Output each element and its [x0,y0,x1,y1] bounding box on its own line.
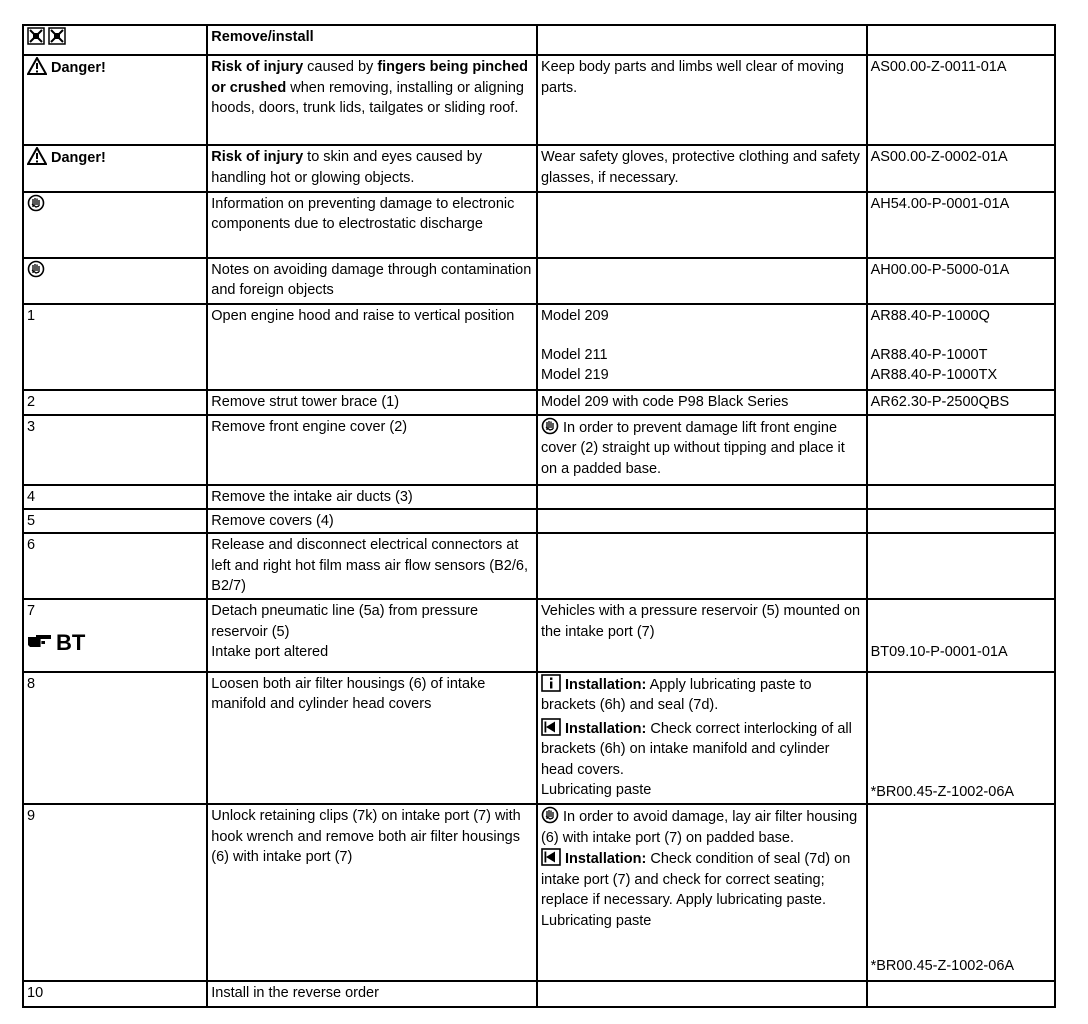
step-row [23,804,1055,981]
step-row [23,390,1055,414]
install-arrow-icon [541,848,561,866]
risk-text: when removing, installing or aligning hoods, doors, trunk lids, tailgates or sliding roof. [211,79,524,117]
bt-marker [27,629,203,655]
hazard-risk [207,55,537,145]
step-ref: AR62.30-P-2500QBS [867,390,1055,414]
step-number: 1 [23,304,207,390]
step-notes-empty [537,485,867,509]
note-row [23,192,1055,258]
header-empty-3 [537,25,867,55]
step-notes: Vehicles with a pressure reservoir (5) mounted on the intake port (7) [537,599,867,671]
bt-label: BT [56,629,86,655]
warning-triangle-icon [27,57,47,75]
step-ref-empty [867,485,1055,509]
step-ref-empty [867,415,1055,485]
installation-label: Installation: [564,676,647,693]
info-icon [541,674,561,692]
step-action: Detach pneumatic line (5a) from pressure reservoir (5) [211,603,479,640]
step-number: 3 [23,415,207,485]
installation-label: Installation: [564,720,647,737]
step-ref-cell [867,672,1055,805]
step-number: 7 [27,603,36,620]
step-action: Remove covers (4) [207,509,537,533]
hazard-ref: AS00.00-Z-0011-01A [867,55,1055,145]
hazard-row [23,145,1055,191]
step-number-cell [23,599,207,671]
step-ref-empty [867,509,1055,533]
hazard-measure: Keep body parts and limbs well clear of moving parts. [537,55,867,145]
note-empty [537,192,867,258]
model-line: Model 209 [540,308,609,325]
step-row [23,304,1055,390]
material-ref: *BR00.45-Z-1002-06A [870,783,1015,800]
step-number: 5 [23,509,207,533]
danger-label: Danger! [51,150,106,167]
step-number: 6 [23,533,207,599]
note-hand-icon [27,194,45,212]
step-number: 10 [23,981,207,1007]
note-text: Information on preventing damage to electronic components due to electrostatic discharge [207,192,537,258]
risk-lead: Risk of injury [211,149,304,166]
remove-install-icon [27,27,67,45]
bt-text: Intake port altered [211,644,329,661]
step-ref-empty [867,533,1055,599]
step-notes [537,304,867,390]
risk-text: caused by [303,59,378,76]
installation-text: Check correct interlocking of all brackets (6h) on intake manifold and cylinder head covers. [540,720,852,778]
step-note-text: In order to avoid damage, lay air filter housing (6) with intake port (7) on padded base. [540,809,858,846]
danger-label: Danger! [51,60,106,77]
step-refs [867,304,1055,390]
note-hand-icon [27,260,45,278]
procedure-table [22,24,1056,1008]
note-empty [537,258,867,304]
step-action: Loosen both air filter housings (6) of intake manifold and cylinder head covers [207,672,537,805]
step-notes [537,672,867,805]
ref-line: AR88.40-P-1000T [870,346,988,363]
header-empty-4 [867,25,1055,55]
hazard-row [23,55,1055,145]
material-ref: *BR00.45-Z-1002-06A [870,958,1015,975]
note-ref: AH00.00-P-5000-01A [867,258,1055,304]
installation-label: Installation: [564,851,647,868]
step-number: 2 [23,390,207,414]
ref-line: AR88.40-P-1000TX [870,367,998,384]
risk-text: to skin and eyes caused by handling hot or glowing objects. [211,149,483,186]
installation-text: Apply lubricating paste to brackets (6h) and seal (7d). [540,676,812,714]
hazard-risk [207,145,537,191]
installation-note [541,718,863,781]
step-row [23,415,1055,485]
step-ref-empty [867,981,1055,1007]
risk-lead: Risk of injury [211,59,304,76]
note-line [541,806,863,848]
note-hand-icon [541,417,559,435]
step-notes-empty [537,533,867,599]
warning-triangle-icon [27,147,47,165]
note-icon-cell [23,192,207,258]
header-row [23,25,1055,55]
step-number: 8 [23,672,207,805]
model-line: Model 219 [540,367,609,384]
ref-line: AR88.40-P-1000Q [870,308,990,325]
step-row [23,981,1055,1007]
install-arrow-icon [541,718,561,736]
installation-note [541,848,863,911]
step-number: 4 [23,485,207,509]
note-row [23,258,1055,304]
step-row [23,509,1055,533]
note-text: Notes on avoiding damage through contamination and foreign objects [207,258,537,304]
step-notes-empty [537,981,867,1007]
risk-bold: fingers being pinched or crushed [211,59,528,96]
step-row [23,672,1055,805]
pointing-hand-icon [27,632,53,650]
header-title: Remove/install [207,25,537,55]
note-hand-icon [541,806,559,824]
step-action: Remove strut tower brace (1) [207,390,537,414]
header-icons [23,25,207,55]
hazard-label-cell [23,145,207,191]
installation-note [541,674,863,716]
step-note-text: In order to prevent damage lift front engine cover (2) straight up without tipping and place it on a padded base. [540,419,845,477]
step-action: Unlock retaining clips (7k) on intake port (7) with hook wrench and remove both air filter housings (6) with intake port (7) [207,804,537,981]
step-action: Open engine hood and raise to vertical position [207,304,537,390]
installation-text: Check condition of seal (7d) on intake port (7) and check for correct seating; replace if necessary. Apply lubricating paste. [540,851,851,909]
step-ref-cell [867,599,1055,671]
material-name: Lubricating paste [540,912,652,929]
step-row [23,485,1055,509]
hazard-ref: AS00.00-Z-0002-01A [867,145,1055,191]
step-row [23,599,1055,671]
step-action: Release and disconnect electrical connectors at left and right hot film mass air flow sensors (B2/6, B2/7) [207,533,537,599]
step-notes: Model 209 with code P98 Black Series [537,390,867,414]
step-action-cell [207,599,537,671]
hazard-label-cell [23,55,207,145]
step-action: Remove front engine cover (2) [207,415,537,485]
step-notes-empty [537,509,867,533]
step-action: Remove the intake air ducts (3) [207,485,537,509]
step-ref-cell [867,804,1055,981]
note-ref: AH54.00-P-0001-01A [867,192,1055,258]
step-action: Install in the reverse order [207,981,537,1007]
hazard-measure: Wear safety gloves, protective clothing and safety glasses, if necessary. [537,145,867,191]
step-row [23,533,1055,599]
step-notes [537,415,867,485]
step-number: 9 [23,804,207,981]
material-name: Lubricating paste [540,782,652,799]
model-line: Model 211 [540,346,608,363]
bt-ref: BT09.10-P-0001-01A [870,644,1008,661]
note-icon-cell [23,258,207,304]
step-notes [537,804,867,981]
